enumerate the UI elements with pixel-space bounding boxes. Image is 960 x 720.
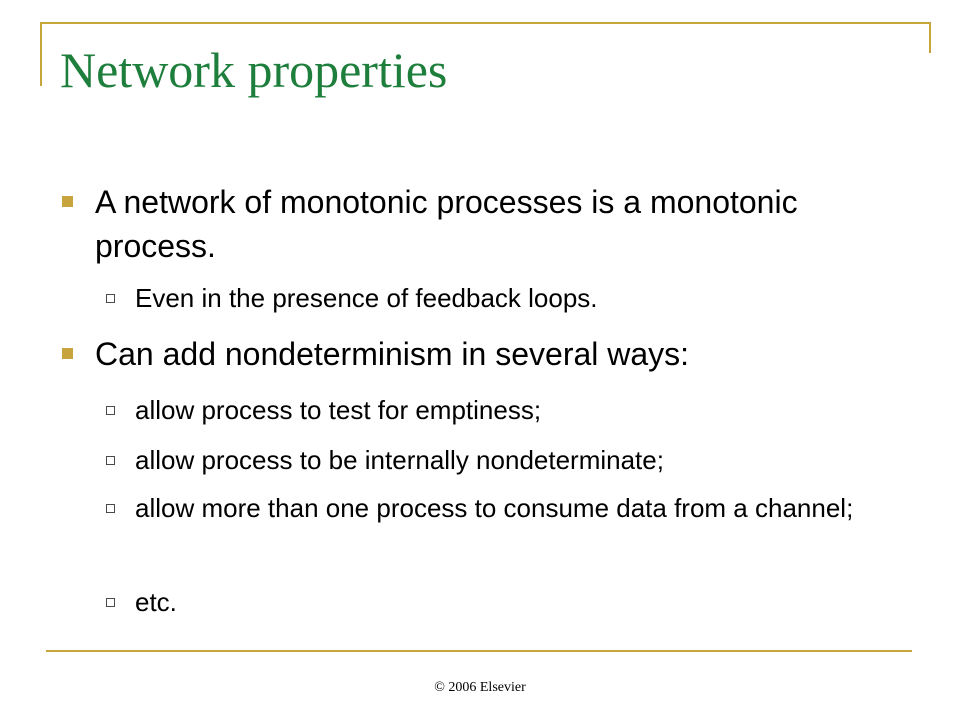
footer-rule bbox=[46, 650, 912, 652]
bullet-item bbox=[95, 332, 915, 376]
sub-bullet-item bbox=[135, 584, 895, 620]
bullet-item bbox=[95, 180, 815, 268]
sub-bullet-item bbox=[135, 442, 895, 478]
hollow-square-bullet-icon bbox=[106, 406, 115, 415]
sub-bullet-item bbox=[135, 392, 895, 428]
filled-square-bullet-icon bbox=[62, 348, 73, 359]
sub-bullet-item bbox=[135, 490, 870, 526]
hollow-square-bullet-icon bbox=[106, 598, 115, 607]
copyright-notice: © 2006 Elsevier bbox=[434, 680, 526, 695]
sub-bullet-text: allow more than one process to consume data from a channel; bbox=[135, 493, 854, 523]
bullet-text: Can add nondeterminism in several ways: bbox=[95, 336, 690, 372]
bullet-text: A network of monotonic processes is a monotonic process. bbox=[95, 184, 798, 264]
hollow-square-bullet-icon bbox=[106, 294, 115, 303]
hollow-square-bullet-icon bbox=[106, 456, 115, 465]
sub-bullet-text: allow process to be internally nondeterminate; bbox=[135, 445, 664, 475]
sub-bullet-item bbox=[135, 280, 895, 316]
hollow-square-bullet-icon bbox=[106, 504, 115, 513]
sub-bullet-text: etc. bbox=[135, 587, 177, 617]
sub-bullet-text: Even in the presence of feedback loops. bbox=[135, 283, 598, 313]
sub-bullet-text: allow process to test for emptiness; bbox=[135, 395, 542, 425]
filled-square-bullet-icon bbox=[62, 196, 73, 207]
slide-title: Network properties bbox=[60, 42, 448, 98]
